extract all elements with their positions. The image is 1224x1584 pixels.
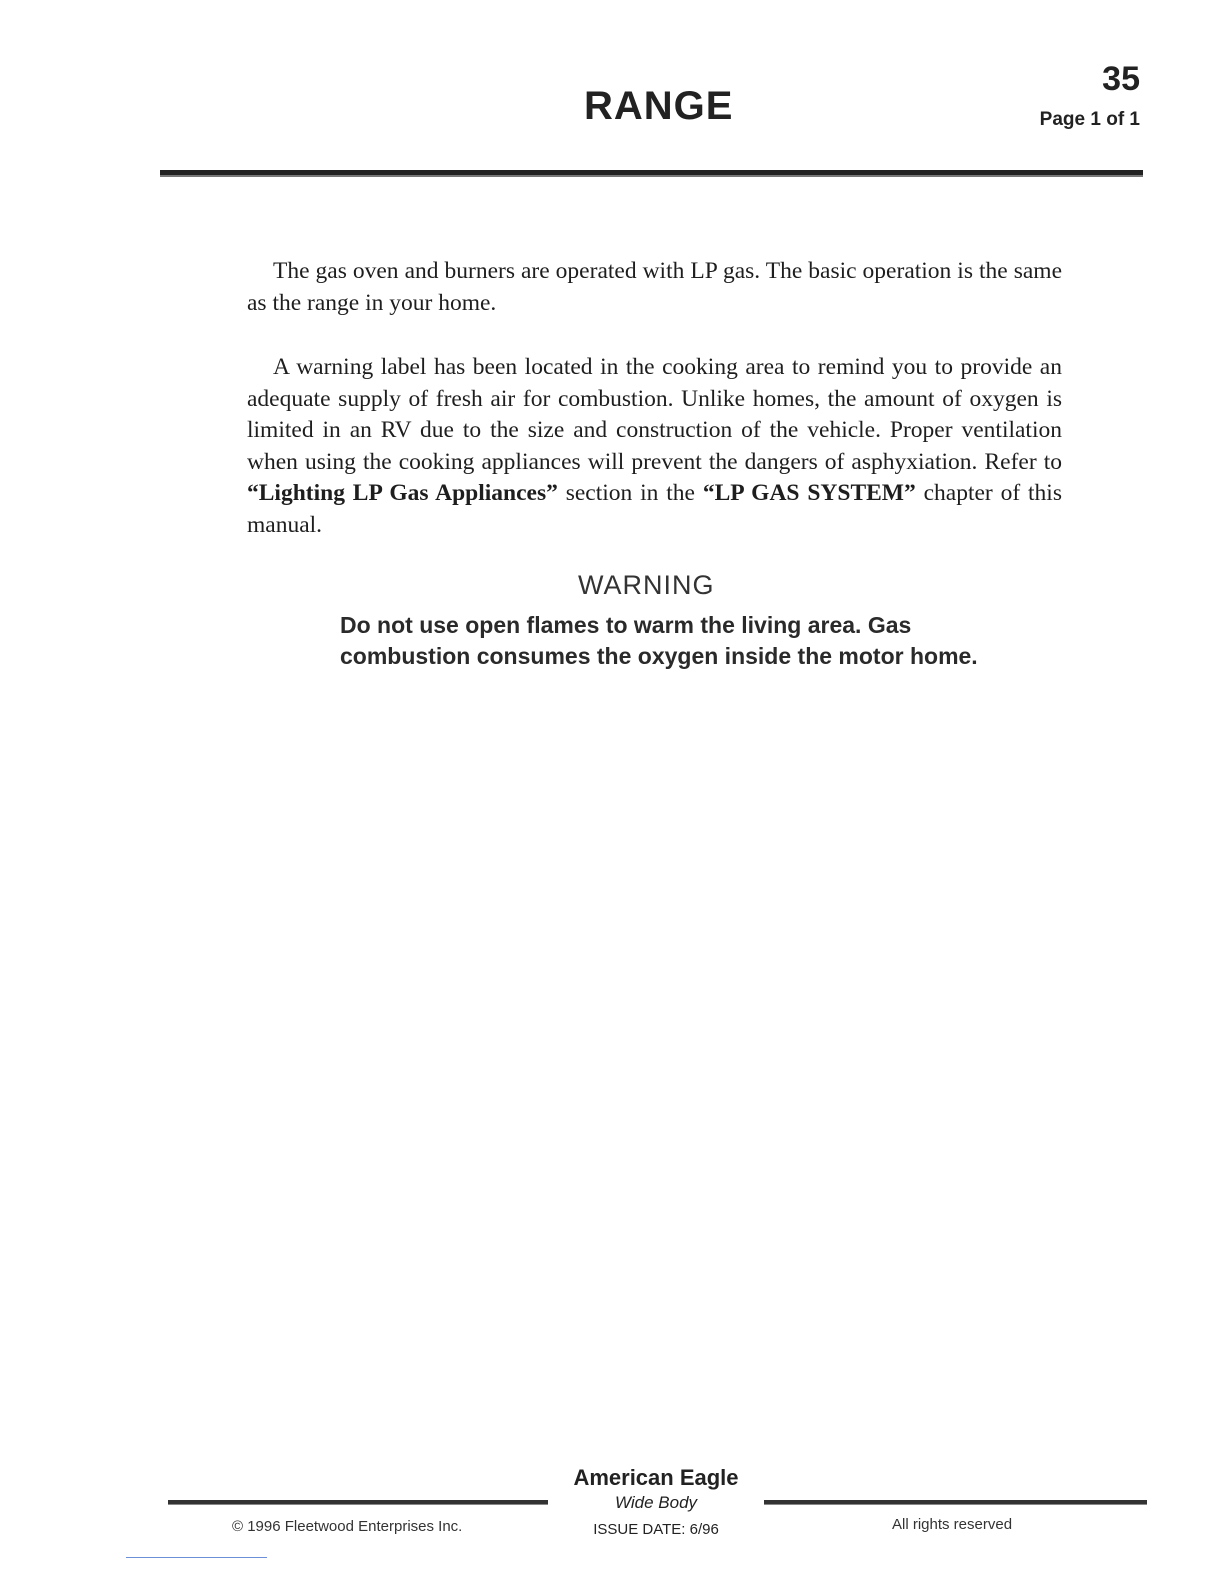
header-rule xyxy=(160,170,1143,177)
footer-rule-left xyxy=(168,1500,548,1505)
footer-issue-date: ISSUE DATE: 6/96 xyxy=(593,1521,719,1538)
reference-lighting-appliances: “Lighting LP Gas Appliances” xyxy=(247,480,558,506)
page-title: RANGE xyxy=(584,84,734,128)
footer-rule-right xyxy=(764,1500,1147,1505)
paragraph-ventilation: A warning label has been located in the cooking area to remind you to provide an adequate supply of fresh air for combustion. Unlike homes, the amount of oxygen is limited in an RV due to the size and construction of the vehicle. Proper ventilation when using the cooking appliances will prevent the dangers of asphyxiation. Refer to “Lighting LP Gas Appliances” section in the “LP GAS SYSTEM” chapter of this manual. xyxy=(247,354,1062,538)
footer-model: Wide Body xyxy=(614,1493,698,1512)
page-number: 35 xyxy=(1102,60,1140,98)
reference-lp-gas-system: “LP GAS SYSTEM” xyxy=(702,480,916,506)
footer-copyright: © 1996 Fleetwood Enterprises Inc. xyxy=(232,1518,463,1535)
footer-brand: American Eagle xyxy=(573,1465,739,1490)
warning-text: Do not use open flames to warm the living area. Gas combustion consumes the oxygen inside the motor home. xyxy=(340,612,978,669)
page-count: Page 1 of 1 xyxy=(1039,109,1140,130)
footer-rights: All rights reserved xyxy=(892,1516,1013,1533)
warning-title: WARNING xyxy=(578,570,715,600)
paragraph-intro: The gas oven and burners are operated with LP gas. The basic operation is the same as the range in your home. xyxy=(247,258,1062,316)
scan-artifact-line xyxy=(126,1557,267,1558)
